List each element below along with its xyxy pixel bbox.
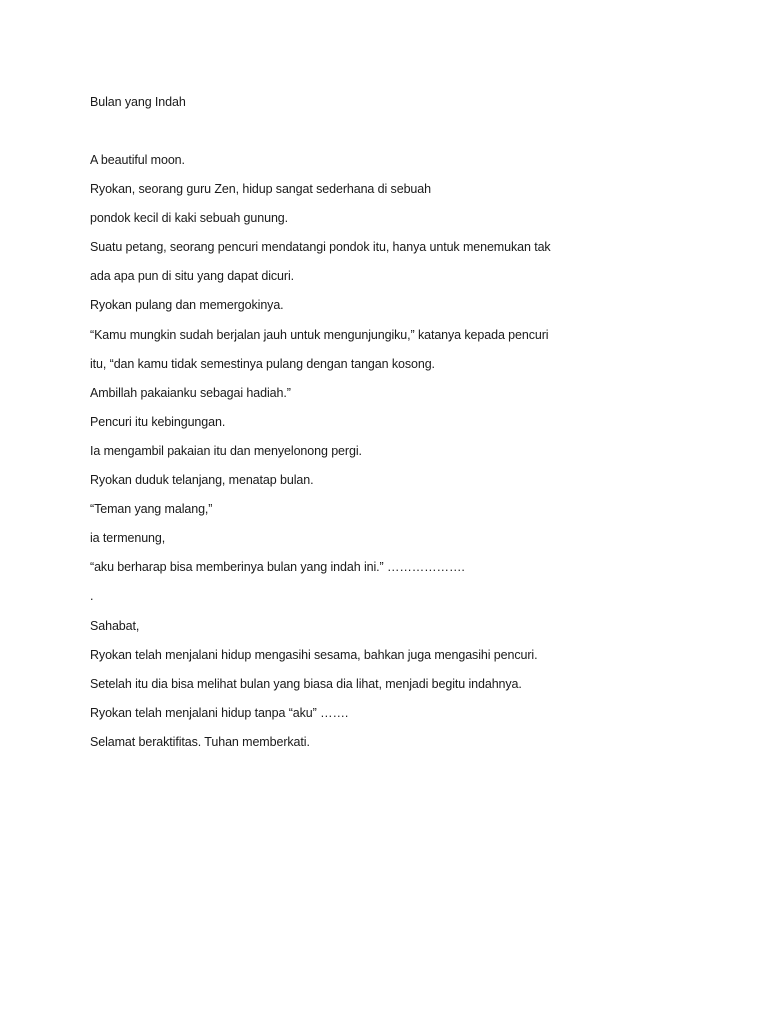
- document-title: Bulan yang Indah: [90, 95, 186, 109]
- paragraph-line: Ryokan duduk telanjang, menatap bulan.: [90, 473, 314, 488]
- paragraph-line: “Kamu mungkin sudah berjalan jauh untuk mengunjungiku,” katanya kepada pencuri: [90, 327, 549, 342]
- paragraph-line: Ryokan telah menjalani hidup tanpa “aku” …….: [90, 705, 349, 720]
- paragraph-line: Ambillah pakaianku sebagai hadiah.”: [90, 385, 291, 400]
- paragraph-line: A beautiful moon.: [90, 153, 185, 167]
- paragraph-line: Ryokan, seorang guru Zen, hidup sangat sederhana di sebuah: [90, 182, 431, 197]
- paragraph-line: Ryokan pulang dan memergokinya.: [90, 298, 284, 313]
- paragraph-line: “aku berharap bisa memberinya bulan yang indah ini.” ……………….: [90, 560, 465, 575]
- paragraph-line: Suatu petang, seorang pencuri mendatangi pondok itu, hanya untuk menemukan tak: [90, 240, 551, 255]
- paragraph-line: Sahabat,: [90, 618, 140, 633]
- paragraph-line: Ia mengambil pakaian itu dan menyelonong pergi.: [90, 443, 362, 458]
- paragraph-line: Setelah itu dia bisa melihat bulan yang biasa dia lihat, menjadi begitu indahnya.: [90, 676, 522, 691]
- paragraph-line: ada apa pun di situ yang dapat dicuri.: [90, 269, 294, 284]
- paragraph-line: Selamat beraktifitas. Tuhan memberkati.: [90, 734, 310, 749]
- document-body: [90, 92, 710, 761]
- paragraph-line: pondok kecil di kaki sebuah gunung.: [90, 211, 289, 226]
- paragraph-line: itu, “dan kamu tidak semestinya pulang dengan tangan kosong.: [90, 356, 435, 371]
- paragraph-line: ia termenung,: [90, 531, 166, 546]
- paragraph-line: “Teman yang malang,”: [90, 502, 213, 517]
- paragraph-line: .: [90, 589, 94, 604]
- paragraph-line: Pencuri itu kebingungan.: [90, 414, 226, 429]
- paragraph-line: Ryokan telah menjalani hidup mengasihi sesama, bahkan juga mengasihi pencuri.: [90, 647, 538, 662]
